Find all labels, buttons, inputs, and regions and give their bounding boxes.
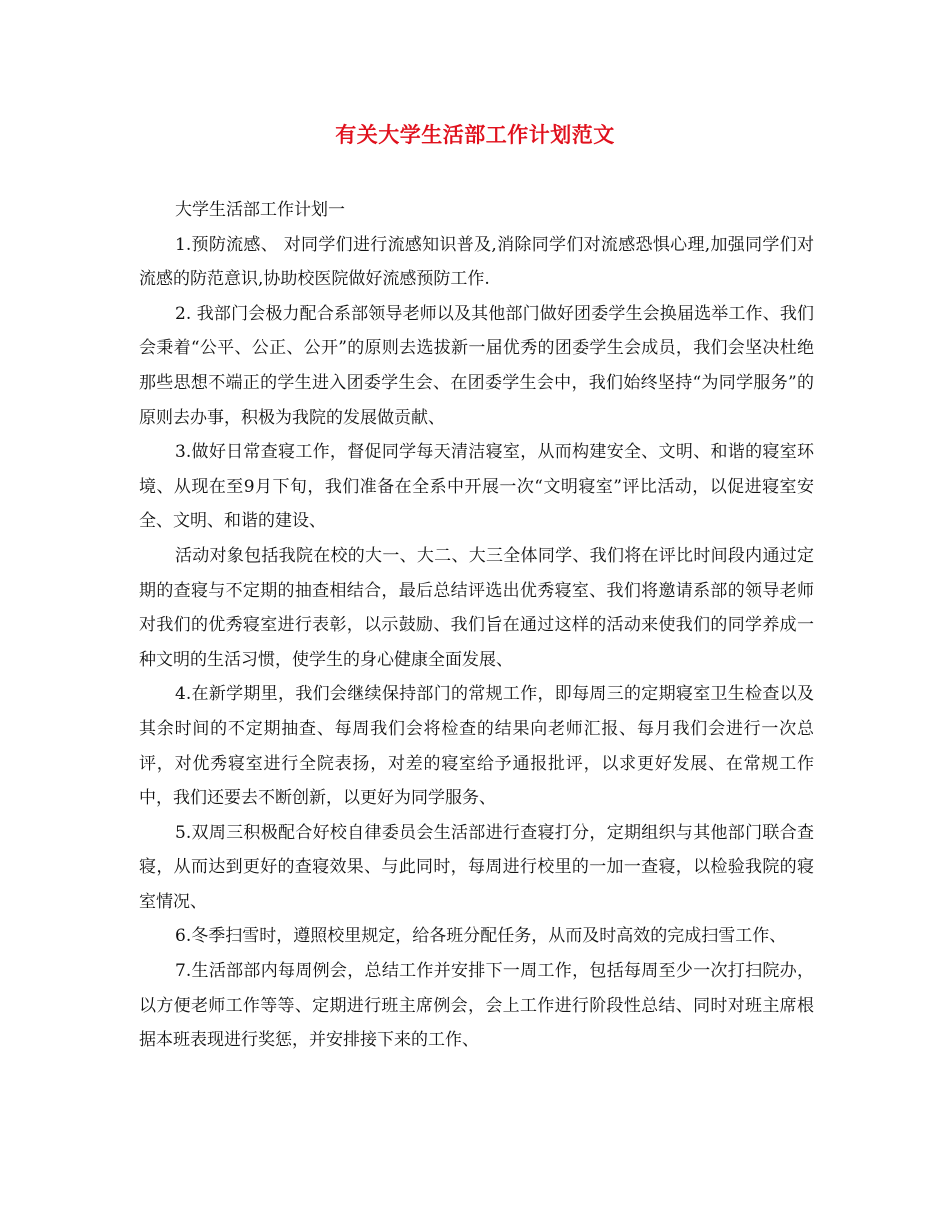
paragraph-item-3: 3.做好日常查寝工作，督促同学每天清洁寝室，从而构建安全、文明、和谐的寝室环境、从现在至9月下旬，我们准备在全系中开展一次“文明寝室”评比活动，以促进寝室安全、文明、和谐的建设、 [139, 442, 814, 532]
paragraph-item-2: 2. 我部门会极力配合系部领导老师以及其他部门做好团委学生会换届选举工作、我们会秉着“公平、公正、公开”的原则去选拔新一届优秀的团委学生会成员，我们会坚决杜绝那些思想不端正的学生进入团委学生会、在团委学生会中，我们始终坚持“为同学服务”的原则去办事，积极为我院的发展做贡献、 [139, 303, 814, 428]
paragraph-activity: 活动对象包括我院在校的大一、大二、大三全体同学、我们将在评比时间段内通过定期的查寝与不定期的抽查相结合，最后总结评选出优秀寝室、我们将邀请系部的领导老师对我们的优秀寝室进行表彰，以示鼓励、我们旨在通过这样的活动来使我们的同学养成一种文明的生活习惯，使学生的身心健康全面发展、 [139, 545, 814, 670]
document-body [139, 193, 814, 1058]
paragraph-heading: 大学生活部工作计划一 [175, 200, 345, 220]
paragraph-item-4: 4.在新学期里，我们会继续保持部门的常规工作，即每周三的定期寝室卫生检查以及其余时间的不定期抽查、每周我们会将检查的结果向老师汇报、每月我们会进行一次总评，对优秀寝室进行全院表扬，对差的寝室给予通报批评，以求更好发展、在常规工作中，我们还要去不断创新，以更好为同学服务、 [139, 684, 814, 809]
paragraph-item-1: 1.预防流感、 对同学们进行流感知识普及,消除同学们对流感恐惧心理,加强同学们对流感的防范意识,协助校医院做好流感预防工作. [139, 234, 814, 290]
document-title: 有关大学生活部工作计划范文 [335, 122, 615, 147]
paragraph-item-7: 7.生活部部内每周例会，总结工作并安排下一周工作，包括每周至少一次打扫院办，以方便老师工作等等、定期进行班主席例会，会上工作进行阶段性总结、同时对班主席根据本班表现进行奖惩，并安排接下来的工作、 [139, 961, 814, 1051]
paragraph-item-6: 6.冬季扫雪时，遵照校里规定，给各班分配任务，从而及时高效的完成扫雪工作、 [175, 926, 787, 947]
paragraph-item-5: 5.双周三积极配合好校自律委员会生活部进行查寝打分，定期组织与其他部门联合查寝，从而达到更好的查寝效果、与此同时，每周进行校里的一加一查寝，以检验我院的寝室情况、 [139, 822, 814, 912]
